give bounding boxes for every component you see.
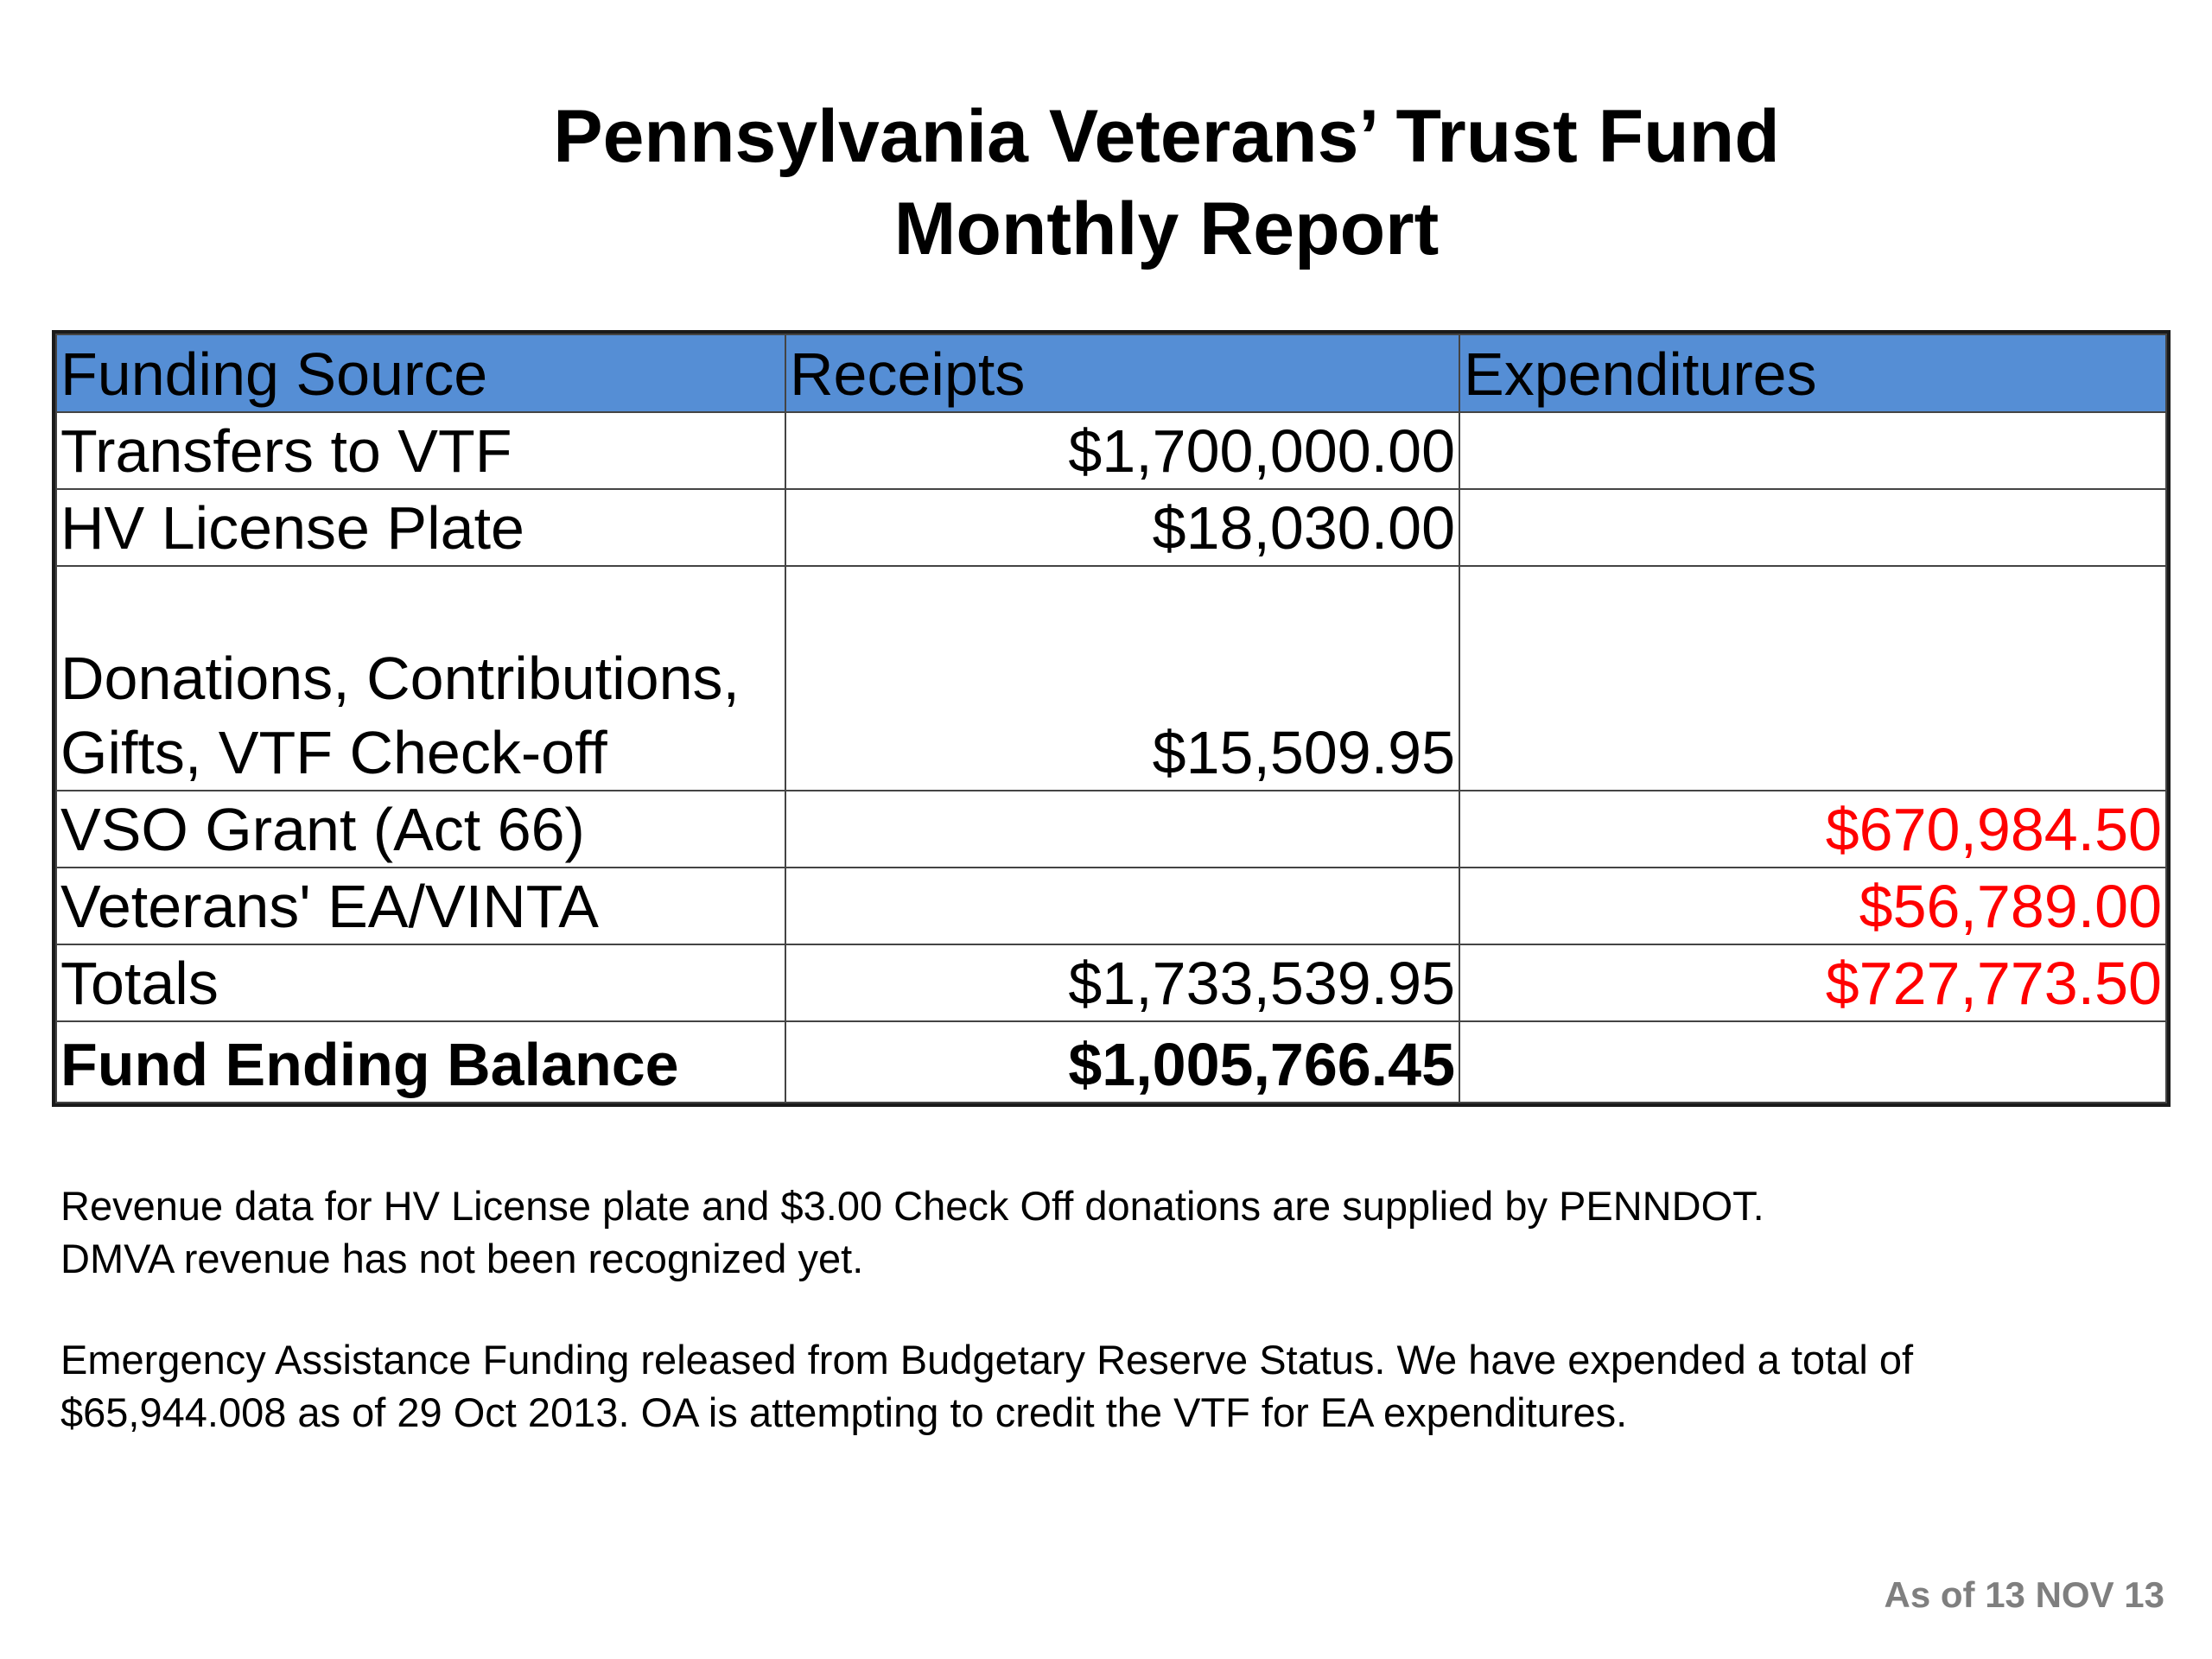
table-row <box>56 489 2166 566</box>
row-receipts: $1,700,000.00 <box>785 412 1459 489</box>
header-expenditures: Expenditures <box>1459 334 2166 412</box>
row-source: HV License Plate <box>56 489 785 566</box>
row-source: VSO Grant (Act 66) <box>56 791 785 868</box>
table-row <box>56 412 2166 489</box>
note-line-1: Revenue data for HV License plate and $3.00 Check Off donations are supplied by PENNDOT. <box>60 1183 1764 1229</box>
row-receipts: $18,030.00 <box>785 489 1459 566</box>
row-receipts <box>785 791 1459 868</box>
row-source: Veterans' EA/VINTA <box>56 868 785 944</box>
row-receipts: $1,733,539.95 <box>785 944 1459 1021</box>
header-receipts: Receipts <box>785 334 1459 412</box>
row-expenditures: $56,789.00 <box>1459 868 2166 944</box>
row-receipts: $15,509.95 <box>785 566 1459 791</box>
funding-table <box>55 334 2167 1103</box>
row-expenditures: $727,773.50 <box>1459 944 2166 1021</box>
note-line-3: Emergency Assistance Funding released from Budgetary Reserve Status. We have expended a total of <box>60 1337 1914 1382</box>
row-source: Transfers to VTF <box>56 412 785 489</box>
note-line-2: DMVA revenue has not been recognized yet. <box>60 1236 864 1281</box>
row-source: Totals <box>56 944 785 1021</box>
table-row <box>56 868 2166 944</box>
title-line-2: Monthly Report <box>893 188 1440 270</box>
note-spacer <box>60 1285 2152 1333</box>
row-expenditures: $670,984.50 <box>1459 791 2166 868</box>
table-row <box>56 566 2166 791</box>
table-row <box>56 791 2166 868</box>
row-expenditures <box>1459 1021 2166 1103</box>
totals-row <box>56 944 2166 1021</box>
header-funding-source: Funding Source <box>56 334 785 412</box>
row-expenditures <box>1459 412 2166 489</box>
row-source: Donations, Contributions, Gifts, VTF Check-off <box>56 566 785 791</box>
row-receipts <box>785 868 1459 944</box>
notes <box>60 1179 2152 1439</box>
title-line-1: Pennsylvania Veterans’ Trust Fund <box>553 95 1780 178</box>
row-source: Fund Ending Balance <box>56 1021 785 1103</box>
page-title <box>0 91 2212 276</box>
row-expenditures <box>1459 566 2166 791</box>
as-of-date: As of 13 NOV 13 <box>1884 1574 2164 1615</box>
note-line-4: $65,944.008 as of 29 Oct 2013. OA is attempting to credit the VTF for EA expenditures. <box>60 1389 1628 1435</box>
row-expenditures <box>1459 489 2166 566</box>
ending-balance-row <box>56 1021 2166 1103</box>
table-header-row <box>56 334 2166 412</box>
row-receipts: $1,005,766.45 <box>785 1021 1459 1103</box>
